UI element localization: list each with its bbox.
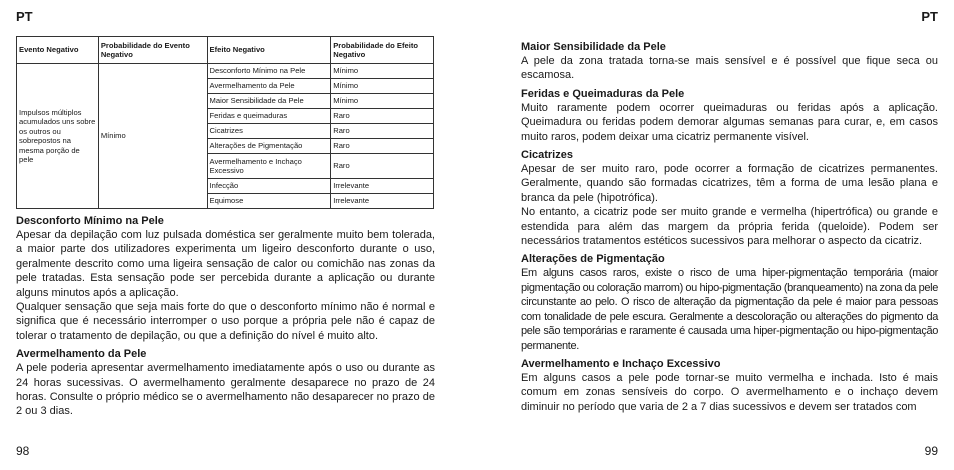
adverse-events-table [16,36,434,209]
effect-cell: Infecção [207,179,331,194]
language-label: PT [921,9,938,24]
effect-cell: Desconforto Mínimo na Pele [207,64,331,79]
right-page [477,0,954,470]
language-label: PT [16,9,33,24]
effect-cell: Cicatrizes [207,124,331,139]
table-header: Efeito Negativo [207,37,331,64]
effect-probability-cell: Mínimo [331,79,434,94]
section-heading: Alterações de Pigmentação [521,253,665,266]
section-paragraph: Qualquer sensação que seja mais forte do que o desconforto mínimo não é normal e significa que é necessário interromper o uso porque a própria pele não é capaz de tolerar o tratamento de depilação, ou que a definição do nível é muito alto. [16,301,435,342]
section-heading: Avermelhamento da Pele [16,348,147,361]
section-paragraph: Em alguns casos a pele pode tornar-se muito vermelha e inchada. Isto é mais comum em zonas sensíveis do corpo. O avermelhamento e o inchaço devem diminuir no período que varia de 2 a 7 dias sucessivos e devem ser tratados com [521,371,938,413]
event-cell: Impulsos múltiplos acumulados uns sobre os outros ou sobrepostos na mesma porção de pele [17,64,99,209]
table-row [17,64,434,79]
page-number: 99 [924,444,938,458]
effect-probability-cell: Irrelevante [331,194,434,209]
effect-probability-cell: Raro [331,154,434,179]
effect-probability-cell: Mínimo [331,64,434,79]
table-header: Evento Negativo [17,37,99,64]
section-paragraph: No entanto, a cicatriz pode ser muito grande e vermelha (hipertrófica) ou grande e estendida para além das margem da própria ferida (queloide). Podem ser necessários tratamentos estéticos sucessivos para melhorar o aspecto da cicatriz. [521,206,938,248]
section-heading: Desconforto Mínimo na Pele [16,215,164,227]
section-heading: Cicatrizes [521,149,573,162]
effect-cell: Maior Sensibilidade da Pele [207,94,331,109]
effect-cell: Feridas e queimaduras [207,109,331,124]
section-paragraph: A pele poderia apresentar avermelhamento imediatamente após o uso ou durante as 24 horas sucessivas. O avermelhamento geralmente desaparece no prazo de 24 horas. Consulte o próprio médico se o avermelhamento não desaparecer no prazo de 2 ou 3 dias. [16,362,435,418]
effect-cell: Alterações de Pigmentação [207,139,331,154]
table-header: Probabilidade do Efeito Negativo [331,37,434,64]
effect-probability-cell: Irrelevante [331,179,434,194]
table-header-row [17,37,434,64]
section-heading: Maior Sensibilidade da Pele [521,41,666,53]
effect-cell: Avermelhamento e Inchaço Excessivo [207,154,331,179]
table-header: Probabilidade do Evento Negativo [98,37,207,64]
event-probability-cell: Mínimo [98,64,207,209]
section-heading: Feridas e Queimaduras da Pele [521,87,685,100]
effect-probability-cell: Raro [331,124,434,139]
section-paragraph: Apesar da depilação com luz pulsada doméstica ser geralmente muito bem tolerada, a maior parte dos utilizadores experimenta um ligeiro desconforto durante o uso, geralmente descrito como uma ligeira sensação de calor ou comichão nas zonas da pele tratadas. Esta sensação pode ser percebida durante a aplicação ou durante alguns minutos após a aplicação. [16,229,435,299]
effect-cell: Avermelhamento da Pele [207,79,331,94]
page-number: 98 [16,444,30,458]
section-paragraph: A pele da zona tratada torna-se mais sensível e é possível que fique seca ou escamosa. [521,55,938,82]
effect-probability-cell: Mínimo [331,94,434,109]
effect-probability-cell: Raro [331,139,434,154]
effect-probability-cell: Raro [331,109,434,124]
section-paragraph: Apesar de ser muito raro, pode ocorrer a formação de cicatrizes permanentes. Geralmente, quando são formadas cicatrizes, têm a forma de uma lesão plana e branca da pele (hipotrófica). [521,163,938,204]
section-paragraph: Muito raramente podem ocorrer queimaduras ou feridas após a aplicação. Queimadura ou feridas podem demorar algumas semanas para curar, e, em casos muito raros, podem deixar uma cicatriz permanente visível. [521,101,938,143]
effect-cell: Equimose [207,194,331,209]
section-heading: Avermelhamento e Inchaço Excessivo [521,357,721,370]
section-paragraph: Em alguns casos raros, existe o risco de uma hiper-pigmentação temporária (maior pigmentação ou coloração marrom) ou hipo-pigmentação (branqueamento) na zona da pele circunstante ao pelo. O risco de alteração da pigmentação da pele é maior para pessoas com tonalidade de pele escura. Geralmente a descoloração ou alterações do pigmento da pele são temporárias e raramente é causada uma hiper-pigmentação ou hipo-pigmentação permanente. [521,267,938,352]
